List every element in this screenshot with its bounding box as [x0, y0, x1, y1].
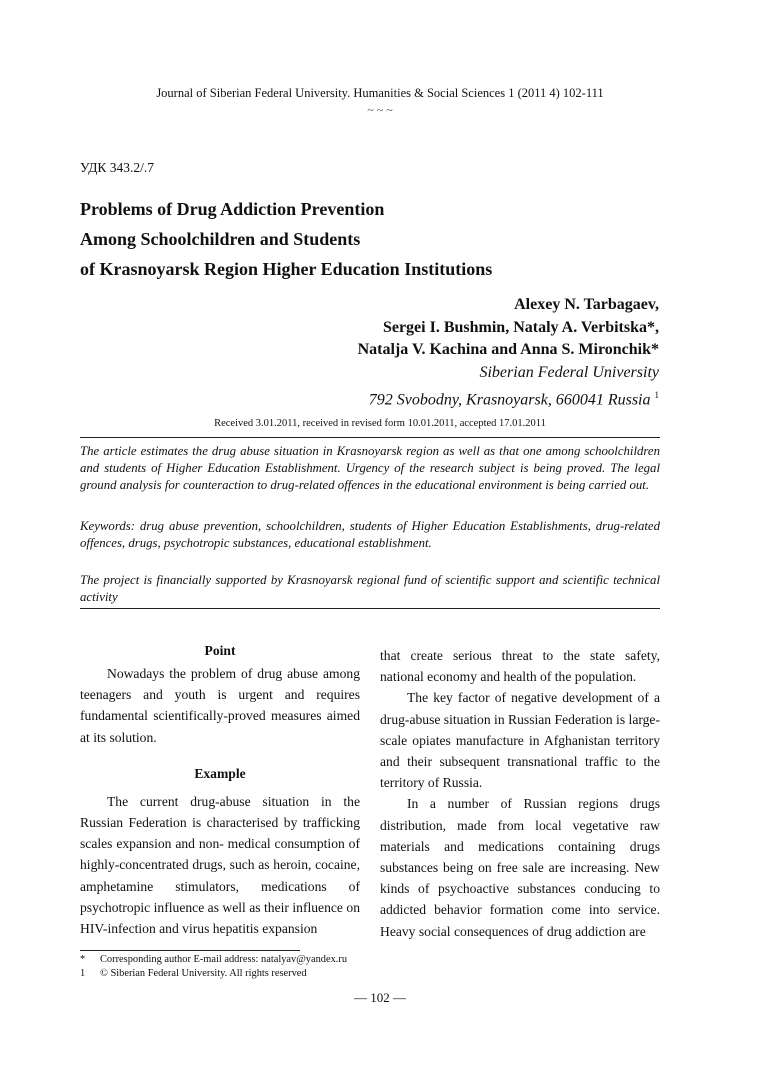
- paragraph: The key factor of negative development of a drug-abuse situation in Russian Federation is large-scale opiates manufacture in Afghanistan territory and their subsequent transnational traffic to the territory of Russia.: [380, 690, 660, 791]
- paragraph: In a number of Russian regions drugs distribution, made from local vegetative raw materials and medications containing drugs substances being on free sale are increasing. New kinds of psychoactive substances conducing to addicted behavior formation come into service. Heavy social consequences of drug addiction are: [380, 796, 660, 939]
- footnote-text: Corresponding author E-mail address: natalyav@yandex.ru: [100, 954, 348, 965]
- keywords: Keywords: drug abuse prevention, schoolchildren, students of Higher Education Establishments, drug-related offences, drugs, psychotropic substances, educational establishment.: [80, 519, 660, 551]
- authors-block: [358, 294, 659, 412]
- title-line: Among Schoolchildren and Students: [80, 229, 361, 249]
- udk-code: УДК 343.2/.7: [80, 160, 155, 175]
- address: [358, 384, 659, 412]
- footnote-mark: 1: [80, 967, 86, 979]
- column-left: [80, 640, 360, 939]
- section-heading-point: Point: [204, 643, 236, 658]
- paragraph: that create serious threat to the state safety, national economy and health of the population.: [380, 648, 660, 685]
- footnotes: [80, 953, 347, 980]
- footnote-mark: *: [80, 954, 86, 965]
- page-number: — 102 —: [354, 990, 406, 1005]
- author-line: Sergei I. Bushmin, Nataly A. Verbitska*,: [382, 318, 659, 336]
- journal-header: Journal of Siberian Federal University. Humanities & Social Sciences 1 (2011 4) 102-111: [156, 86, 604, 100]
- divider-top: [80, 437, 660, 438]
- paragraph: The current drug-abuse situation in the Russian Federation is characterised by trafficking scales expansion and non- medical consumption of highly-concentrated drugs, such as heroin, cocaine, amphetamine stimulators, medications of psychotropic influence as well as their influence on HIV-infection and virus hepatitis expansion: [80, 793, 360, 937]
- article-title: [80, 194, 680, 284]
- address-footnote-mark: 1: [654, 390, 659, 400]
- footnote-text: © Siberian Federal University. All rights reserved: [100, 967, 307, 979]
- address-text: 792 Svobodny, Krasnoyarsk, 660041 Russia: [368, 391, 651, 409]
- title-line: of Krasnoyarsk Region Higher Education Institutions: [80, 259, 493, 279]
- author-line: Natalja V. Kachina and Anna S. Mironchik*: [357, 341, 659, 358]
- received-dates: Received 3.01.2011, received in revised form 10.01.2011, accepted 17.01.2011: [214, 418, 546, 429]
- footnote: [80, 967, 347, 981]
- project-note: The project is financially supported by Krasnoyarsk regional fund of scientific support and scientific technical activity: [80, 573, 660, 605]
- author-line: Alexey N. Tarbagaev,: [514, 296, 659, 313]
- footnote-divider: [80, 950, 300, 951]
- divider-bottom: [80, 608, 660, 609]
- section-heading-example: Example: [194, 765, 246, 781]
- abstract: The article estimates the drug abuse situation in Krasnoyarsk region as well as that one among schoolchildren and students of Higher Education Establishment. Urgency of the research subject is being proved. The legal ground analysis for counteraction to drug-related offences in the educational environment is being carried out.: [80, 444, 660, 493]
- footnote: [80, 953, 347, 967]
- column-right: [380, 645, 660, 942]
- title-line: Problems of Drug Addiction Prevention: [80, 199, 385, 219]
- header-separator: ~ ~ ~: [367, 103, 393, 117]
- affiliation: Siberian Federal University: [479, 363, 659, 381]
- paragraph: Nowadays the problem of drug abuse among teenagers and youth is urgent and requires fundamental scientifically-proved measures aimed at its solution.: [80, 666, 360, 745]
